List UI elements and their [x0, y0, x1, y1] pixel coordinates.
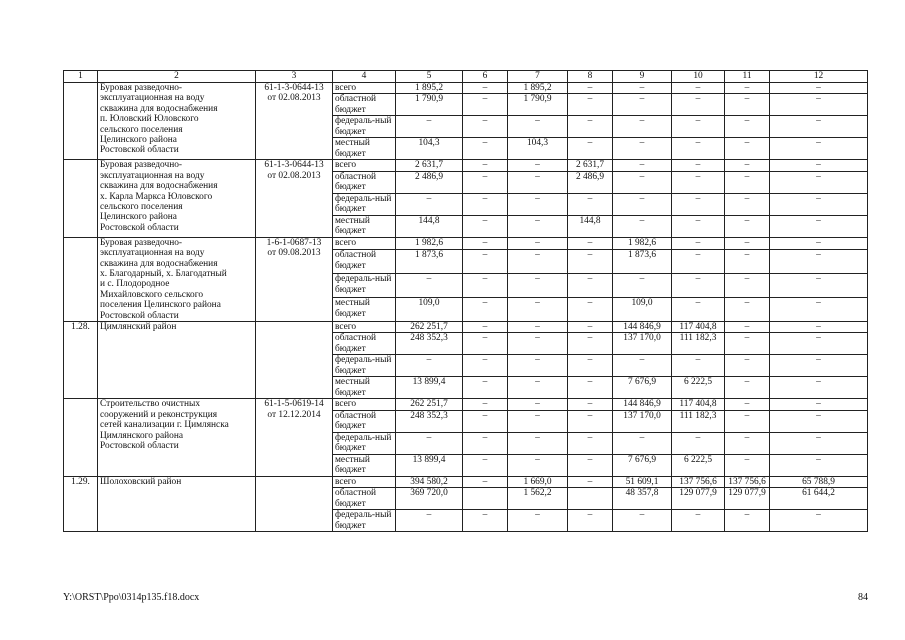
funding-source: всего — [333, 83, 396, 94]
amount-cell: – — [463, 274, 508, 298]
column-header: 10 — [672, 71, 725, 83]
amount-cell: 109,0 — [613, 298, 672, 322]
amount-cell: – — [672, 138, 725, 160]
amount-cell: – — [463, 410, 508, 432]
amount-cell: – — [568, 298, 613, 322]
object-name: Строительство очистных сооружений и реконструкция сетей канализации г. Цимлянска Цимлянского района Ростовской области — [98, 399, 256, 476]
amount-cell: 104,3 — [396, 138, 463, 160]
amount-cell: – — [568, 454, 613, 476]
amount-cell: 137 170,0 — [613, 333, 672, 355]
amount-cell: – — [725, 138, 770, 160]
column-header: 7 — [508, 71, 568, 83]
funding-source: местный бюджет — [333, 215, 396, 237]
amount-cell: – — [568, 377, 613, 399]
amount-cell: – — [508, 322, 568, 333]
object-name: Буровая разведочно- эксплуатационная на воду скважина для водоснабжения х. Благодарный, х. Благодатный и с. Плодородное Михайловского сельского поселения Целинского района Ростовской области — [98, 237, 256, 321]
amount-cell: – — [672, 215, 725, 237]
amount-cell: – — [770, 274, 868, 298]
amount-cell: – — [463, 250, 508, 274]
amount-cell: – — [770, 237, 868, 249]
amount-cell: – — [725, 399, 770, 410]
item-number: 1.28. — [64, 322, 98, 399]
amount-cell: – — [508, 298, 568, 322]
table-body — [64, 71, 868, 532]
amount-cell: 2 631,7 — [396, 160, 463, 171]
amount-cell: – — [672, 83, 725, 94]
amount-cell: 248 352,3 — [396, 333, 463, 355]
column-header: 11 — [725, 71, 770, 83]
amount-cell: – — [463, 237, 508, 249]
amount-cell: – — [770, 138, 868, 160]
funding-source: всего — [333, 399, 396, 410]
amount-cell: – — [463, 322, 508, 333]
amount-cell: – — [463, 193, 508, 215]
amount-cell: 129 077,9 — [672, 488, 725, 510]
amount-cell: 1 790,9 — [508, 94, 568, 116]
amount-cell: – — [770, 193, 868, 215]
amount-cell: – — [725, 410, 770, 432]
amount-cell: – — [463, 171, 508, 193]
amount-cell: – — [770, 432, 868, 454]
object-name: Буровая разведочно- эксплуатационная на воду скважина для водоснабжения п. Юловский Юловского сельского поселения Целинского района Ростовской области — [98, 83, 256, 160]
amount-cell: – — [396, 116, 463, 138]
funding-source: федераль-ный бюджет — [333, 510, 396, 532]
table-row — [64, 399, 868, 410]
funding-source: всего — [333, 237, 396, 249]
amount-cell: 7 676,9 — [613, 454, 672, 476]
funding-source: федераль-ный бюджет — [333, 355, 396, 377]
amount-cell: 144 846,9 — [613, 399, 672, 410]
amount-cell: – — [725, 377, 770, 399]
amount-cell: – — [508, 193, 568, 215]
amount-cell: – — [508, 432, 568, 454]
amount-cell: – — [770, 298, 868, 322]
funding-source: федераль-ный бюджет — [333, 116, 396, 138]
expertise-code: 61-1-5-0619-14 от 12.12.2014 — [256, 399, 333, 476]
amount-cell: – — [463, 138, 508, 160]
amount-cell: – — [568, 250, 613, 274]
column-header: 12 — [770, 71, 868, 83]
amount-cell: – — [770, 410, 868, 432]
amount-cell: – — [463, 83, 508, 94]
funding-source: областной бюджет — [333, 488, 396, 510]
funding-source: местный бюджет — [333, 298, 396, 322]
amount-cell: – — [725, 193, 770, 215]
amount-cell: – — [568, 274, 613, 298]
amount-cell: – — [770, 171, 868, 193]
amount-cell: – — [725, 83, 770, 94]
amount-cell: 111 182,3 — [672, 333, 725, 355]
amount-cell: 394 580,2 — [396, 476, 463, 487]
expertise-code: 61-1-3-0644-13 от 02.08.2013 — [256, 83, 333, 160]
amount-cell: – — [770, 333, 868, 355]
amount-cell: – — [463, 510, 508, 532]
amount-cell: – — [396, 510, 463, 532]
amount-cell: 1 873,6 — [613, 250, 672, 274]
amount-cell: – — [770, 510, 868, 532]
amount-cell: – — [613, 510, 672, 532]
column-header: 1 — [64, 71, 98, 83]
funding-source: местный бюджет — [333, 454, 396, 476]
amount-cell: – — [770, 355, 868, 377]
amount-cell: 51 609,1 — [613, 476, 672, 487]
amount-cell: – — [725, 215, 770, 237]
column-header: 2 — [98, 71, 256, 83]
amount-cell: – — [613, 432, 672, 454]
amount-cell: – — [463, 476, 508, 487]
amount-cell: – — [568, 83, 613, 94]
expertise-code: 61-1-3-0644-13 от 02.08.2013 — [256, 160, 333, 237]
amount-cell: 144,8 — [568, 215, 613, 237]
amount-cell: – — [725, 171, 770, 193]
funding-source: всего — [333, 476, 396, 487]
amount-cell: – — [463, 160, 508, 171]
column-header: 5 — [396, 71, 463, 83]
amount-cell: 6 222,5 — [672, 454, 725, 476]
amount-cell: – — [568, 193, 613, 215]
amount-cell: – — [508, 510, 568, 532]
amount-cell: – — [508, 171, 568, 193]
table-row — [64, 237, 868, 249]
amount-cell: – — [463, 399, 508, 410]
amount-cell: – — [613, 83, 672, 94]
amount-cell: – — [396, 355, 463, 377]
amount-cell: – — [672, 250, 725, 274]
funding-source: федераль-ный бюджет — [333, 274, 396, 298]
amount-cell: 1 895,2 — [396, 83, 463, 94]
amount-cell: 2 486,9 — [396, 171, 463, 193]
amount-cell: 117 404,8 — [672, 322, 725, 333]
amount-cell: – — [508, 274, 568, 298]
amount-cell: – — [568, 116, 613, 138]
amount-cell: 104,3 — [508, 138, 568, 160]
amount-cell: – — [770, 322, 868, 333]
amount-cell: – — [770, 94, 868, 116]
amount-cell — [568, 488, 613, 510]
item-number — [64, 237, 98, 321]
amount-cell: 1 790,9 — [396, 94, 463, 116]
amount-cell: – — [568, 138, 613, 160]
amount-cell: – — [568, 237, 613, 249]
amount-cell: 7 676,9 — [613, 377, 672, 399]
amount-cell: – — [463, 215, 508, 237]
amount-cell: – — [568, 476, 613, 487]
amount-cell: – — [508, 250, 568, 274]
amount-cell: – — [396, 432, 463, 454]
amount-cell: – — [396, 274, 463, 298]
amount-cell: – — [725, 160, 770, 171]
table-row — [64, 160, 868, 171]
amount-cell: – — [672, 298, 725, 322]
amount-cell: – — [725, 510, 770, 532]
amount-cell: – — [725, 94, 770, 116]
amount-cell: – — [725, 454, 770, 476]
column-header: 3 — [256, 71, 333, 83]
amount-cell: – — [463, 116, 508, 138]
amount-cell: – — [770, 83, 868, 94]
amount-cell: 1 669,0 — [508, 476, 568, 487]
budget-table — [63, 70, 868, 532]
item-number: 1.29. — [64, 476, 98, 531]
funding-source: областной бюджет — [333, 171, 396, 193]
amount-cell: 129 077,9 — [725, 488, 770, 510]
amount-cell: – — [770, 215, 868, 237]
funding-source: местный бюджет — [333, 138, 396, 160]
amount-cell: 144 846,9 — [613, 322, 672, 333]
amount-cell: – — [613, 171, 672, 193]
column-header: 8 — [568, 71, 613, 83]
amount-cell: – — [568, 510, 613, 532]
amount-cell: – — [672, 510, 725, 532]
column-header-row — [64, 71, 868, 83]
amount-cell: – — [508, 215, 568, 237]
amount-cell: – — [508, 355, 568, 377]
amount-cell: – — [672, 116, 725, 138]
amount-cell: – — [613, 160, 672, 171]
amount-cell: – — [508, 237, 568, 249]
amount-cell — [463, 488, 508, 510]
amount-cell: 6 222,5 — [672, 377, 725, 399]
funding-source: областной бюджет — [333, 333, 396, 355]
funding-source: всего — [333, 160, 396, 171]
item-number — [64, 160, 98, 237]
amount-cell: – — [770, 160, 868, 171]
amount-cell: – — [613, 215, 672, 237]
amount-cell: 1 982,6 — [613, 237, 672, 249]
item-number — [64, 83, 98, 160]
amount-cell: 1 895,2 — [508, 83, 568, 94]
amount-cell: – — [613, 94, 672, 116]
amount-cell: 137 170,0 — [613, 410, 672, 432]
amount-cell: – — [396, 193, 463, 215]
table-row — [64, 83, 868, 94]
amount-cell: 13 899,4 — [396, 454, 463, 476]
amount-cell: – — [725, 322, 770, 333]
amount-cell: – — [613, 116, 672, 138]
amount-cell: 369 720,0 — [396, 488, 463, 510]
object-name: Буровая разведочно- эксплуатационная на воду скважина для водоснабжения х. Карла Маркса Юловского сельского поселения Целинского района Ростовской области — [98, 160, 256, 237]
funding-source: федераль-ный бюджет — [333, 432, 396, 454]
amount-cell: – — [463, 432, 508, 454]
expertise-code: 1-6-1-0687-13 от 09.08.2013 — [256, 237, 333, 321]
amount-cell: – — [568, 355, 613, 377]
amount-cell: – — [568, 94, 613, 116]
amount-cell: – — [672, 237, 725, 249]
amount-cell: – — [568, 410, 613, 432]
amount-cell: – — [463, 298, 508, 322]
funding-source: областной бюджет — [333, 250, 396, 274]
amount-cell: 1 873,6 — [396, 250, 463, 274]
amount-cell: – — [725, 333, 770, 355]
table-row — [64, 322, 868, 333]
amount-cell: 2 486,9 — [568, 171, 613, 193]
amount-cell: 137 756,6 — [672, 476, 725, 487]
amount-cell: 144,8 — [396, 215, 463, 237]
amount-cell: – — [725, 298, 770, 322]
amount-cell: – — [463, 355, 508, 377]
funding-source: федераль-ный бюджет — [333, 193, 396, 215]
amount-cell: 109,0 — [396, 298, 463, 322]
amount-cell: 48 357,8 — [613, 488, 672, 510]
amount-cell: 262 251,7 — [396, 399, 463, 410]
amount-cell: 1 982,6 — [396, 237, 463, 249]
column-header: 6 — [463, 71, 508, 83]
amount-cell: – — [613, 138, 672, 160]
amount-cell: – — [613, 355, 672, 377]
amount-cell: – — [463, 333, 508, 355]
amount-cell: – — [508, 333, 568, 355]
amount-cell: – — [672, 355, 725, 377]
amount-cell: – — [725, 432, 770, 454]
amount-cell: 61 644,2 — [770, 488, 868, 510]
amount-cell: – — [463, 454, 508, 476]
amount-cell: – — [672, 193, 725, 215]
amount-cell: – — [613, 193, 672, 215]
funding-source: областной бюджет — [333, 94, 396, 116]
amount-cell: – — [725, 250, 770, 274]
column-header: 4 — [333, 71, 396, 83]
amount-cell: – — [725, 237, 770, 249]
amount-cell: 2 631,7 — [568, 160, 613, 171]
amount-cell: – — [725, 274, 770, 298]
column-header: 9 — [613, 71, 672, 83]
funding-source: всего — [333, 322, 396, 333]
item-number — [64, 399, 98, 476]
amount-cell: – — [508, 410, 568, 432]
footer-file-path: Y:\ORST\Ppo\0314p135.f18.docx — [63, 592, 200, 603]
amount-cell: 117 404,8 — [672, 399, 725, 410]
amount-cell: 1 562,2 — [508, 488, 568, 510]
amount-cell: – — [770, 250, 868, 274]
amount-cell: – — [725, 116, 770, 138]
amount-cell: – — [508, 116, 568, 138]
table-row — [64, 476, 868, 487]
amount-cell: – — [508, 399, 568, 410]
amount-cell: – — [508, 454, 568, 476]
amount-cell: – — [770, 454, 868, 476]
funding-source: местный бюджет — [333, 377, 396, 399]
amount-cell: 111 182,3 — [672, 410, 725, 432]
footer-page-number: 84 — [858, 592, 868, 603]
amount-cell: – — [672, 171, 725, 193]
amount-cell: 65 788,9 — [770, 476, 868, 487]
expertise-code — [256, 322, 333, 399]
amount-cell: – — [725, 355, 770, 377]
amount-cell: 13 899,4 — [396, 377, 463, 399]
amount-cell: 262 251,7 — [396, 322, 463, 333]
amount-cell: – — [770, 399, 868, 410]
amount-cell: – — [508, 160, 568, 171]
amount-cell: – — [463, 377, 508, 399]
amount-cell: – — [770, 116, 868, 138]
amount-cell: – — [568, 432, 613, 454]
amount-cell: – — [672, 432, 725, 454]
funding-source: областной бюджет — [333, 410, 396, 432]
amount-cell: 137 756,6 — [725, 476, 770, 487]
object-name: Цимлянский район — [98, 322, 256, 399]
amount-cell: – — [568, 333, 613, 355]
amount-cell: – — [463, 94, 508, 116]
object-name: Шолоховский район — [98, 476, 256, 531]
expertise-code — [256, 476, 333, 531]
amount-cell: 248 352,3 — [396, 410, 463, 432]
amount-cell: – — [672, 94, 725, 116]
amount-cell: – — [508, 377, 568, 399]
amount-cell: – — [568, 399, 613, 410]
amount-cell: – — [568, 322, 613, 333]
amount-cell: – — [672, 160, 725, 171]
amount-cell: – — [613, 274, 672, 298]
amount-cell: – — [672, 274, 725, 298]
amount-cell: – — [770, 377, 868, 399]
